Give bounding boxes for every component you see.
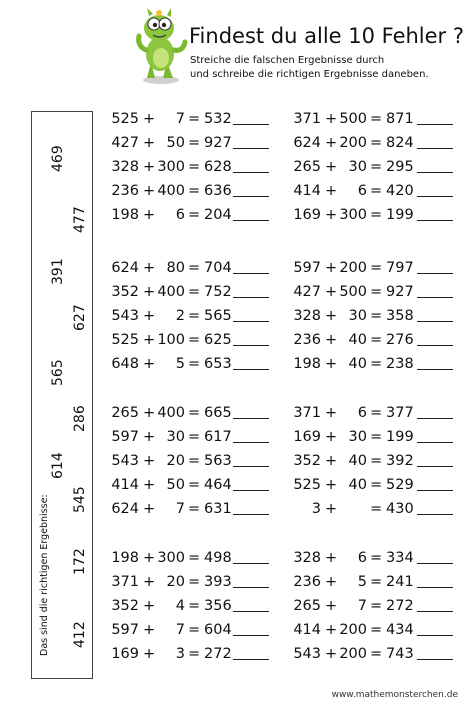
given-result: 752 (204, 284, 232, 300)
equals-sign: = (370, 308, 383, 324)
first-addend: 624 (111, 260, 139, 276)
plus-sign: + (325, 183, 338, 199)
answer-blank[interactable] (417, 297, 453, 298)
equals-sign: = (188, 501, 201, 517)
answer-blank[interactable] (233, 172, 269, 173)
equals-sign: = (188, 453, 201, 469)
second-addend: 30 (348, 159, 367, 175)
equals-sign: = (370, 598, 383, 614)
answer-value: 286 (72, 405, 88, 432)
first-addend: 328 (111, 159, 139, 175)
equals-sign: = (188, 356, 201, 372)
given-result: 529 (386, 477, 414, 493)
first-addend: 414 (293, 622, 321, 638)
equals-sign: = (188, 183, 201, 199)
plus-sign: + (143, 183, 156, 199)
equals-sign: = (370, 183, 383, 199)
given-result: 628 (204, 159, 232, 175)
answer-blank[interactable] (233, 587, 269, 588)
given-result: 334 (386, 550, 414, 566)
given-result: 604 (204, 622, 232, 638)
answer-blank[interactable] (233, 297, 269, 298)
plus-sign: + (325, 405, 338, 421)
answer-blank[interactable] (233, 321, 269, 322)
answer-blank[interactable] (233, 369, 269, 370)
first-addend: 236 (111, 183, 139, 199)
first-addend: 198 (111, 207, 139, 223)
second-addend: 7 (357, 598, 367, 614)
second-addend: 40 (348, 477, 367, 493)
first-addend: 543 (111, 453, 139, 469)
first-addend: 352 (293, 453, 321, 469)
first-addend: 352 (111, 598, 139, 614)
plus-sign: + (325, 332, 338, 348)
plus-sign: + (325, 453, 338, 469)
plus-sign: + (143, 308, 156, 324)
answer-value: 545 (72, 486, 88, 513)
second-addend: 30 (348, 429, 367, 445)
second-addend: 50 (166, 135, 185, 151)
plus-sign: + (143, 501, 156, 517)
given-result: 204 (204, 207, 232, 223)
answer-value: 477 (72, 206, 88, 233)
second-addend: 300 (339, 207, 367, 223)
given-result: 272 (386, 598, 414, 614)
second-addend: 200 (339, 646, 367, 662)
equals-sign: = (370, 159, 383, 175)
given-result: 797 (386, 260, 414, 276)
given-result: 871 (386, 111, 414, 127)
first-addend: 236 (293, 332, 321, 348)
first-addend: 371 (293, 111, 321, 127)
second-addend: 6 (357, 550, 367, 566)
answer-value: 627 (72, 304, 88, 331)
equals-sign: = (370, 646, 383, 662)
first-addend: 597 (293, 260, 321, 276)
answer-blank[interactable] (233, 635, 269, 636)
answer-blank[interactable] (417, 466, 453, 467)
given-result: 498 (204, 550, 232, 566)
given-result: 743 (386, 646, 414, 662)
answer-blank[interactable] (417, 514, 453, 515)
answer-blank[interactable] (233, 418, 269, 419)
first-addend: 371 (293, 405, 321, 421)
plus-sign: + (143, 260, 156, 276)
second-addend: 50 (166, 477, 185, 493)
first-addend: 198 (293, 356, 321, 372)
equals-sign: = (370, 453, 383, 469)
equals-sign: = (370, 111, 383, 127)
given-result: 532 (204, 111, 232, 127)
plus-sign: + (143, 429, 156, 445)
plus-sign: + (325, 111, 338, 127)
given-result: 199 (386, 207, 414, 223)
equals-sign: = (188, 550, 201, 566)
equals-sign: = (370, 429, 383, 445)
first-addend: 597 (111, 429, 139, 445)
equals-sign: = (370, 574, 383, 590)
given-result: 377 (386, 405, 414, 421)
first-addend: 169 (293, 429, 321, 445)
second-addend: 20 (166, 453, 185, 469)
answer-blank[interactable] (417, 321, 453, 322)
plus-sign: + (325, 622, 338, 638)
second-addend: 6 (357, 183, 367, 199)
plus-sign: + (325, 159, 338, 175)
given-result: 927 (204, 135, 232, 151)
plus-sign: + (325, 501, 338, 517)
given-result: 653 (204, 356, 232, 372)
answer-box-caption: Das sind die richtigen Ergebnisse: (39, 494, 50, 656)
plus-sign: + (143, 574, 156, 590)
answer-value: 412 (72, 621, 88, 648)
given-result: 295 (386, 159, 414, 175)
equals-sign: = (188, 477, 201, 493)
second-addend: 5 (175, 356, 185, 372)
first-addend: 265 (293, 598, 321, 614)
answer-blank[interactable] (417, 635, 453, 636)
answer-blank[interactable] (417, 611, 453, 612)
equals-sign: = (370, 405, 383, 421)
first-addend: 525 (293, 477, 321, 493)
first-addend: 414 (111, 477, 139, 493)
first-addend: 543 (293, 646, 321, 662)
second-addend: 300 (157, 159, 185, 175)
answer-value: 469 (50, 145, 66, 172)
equals-sign: = (370, 332, 383, 348)
given-result: 665 (204, 405, 232, 421)
given-result: 272 (204, 646, 232, 662)
plus-sign: + (325, 260, 338, 276)
equals-sign: = (188, 308, 201, 324)
answer-blank[interactable] (417, 196, 453, 197)
given-result: 199 (386, 429, 414, 445)
answer-blank[interactable] (233, 220, 269, 221)
answer-blank[interactable] (417, 442, 453, 443)
equals-sign: = (370, 260, 383, 276)
plus-sign: + (325, 550, 338, 566)
first-addend: 427 (111, 135, 139, 151)
equals-sign: = (370, 550, 383, 566)
equals-sign: = (188, 574, 201, 590)
given-result: 356 (204, 598, 232, 614)
equals-sign: = (188, 111, 201, 127)
second-addend: 80 (166, 260, 185, 276)
answer-value: 614 (50, 452, 66, 479)
answer-blank[interactable] (233, 196, 269, 197)
instruction-line-2: und schreibe die richtigen Ergebnisse daneben. (190, 69, 429, 80)
first-addend: 648 (111, 356, 139, 372)
answer-blank[interactable] (233, 466, 269, 467)
second-addend: 2 (175, 308, 185, 324)
second-addend: 300 (157, 550, 185, 566)
first-addend: 169 (293, 207, 321, 223)
first-addend: 328 (293, 308, 321, 324)
plus-sign: + (143, 598, 156, 614)
second-addend: 400 (157, 284, 185, 300)
second-addend: 200 (339, 135, 367, 151)
plus-sign: + (325, 477, 338, 493)
second-addend: 7 (175, 622, 185, 638)
first-addend: 169 (111, 646, 139, 662)
plus-sign: + (143, 550, 156, 566)
equals-sign: = (370, 356, 383, 372)
equals-sign: = (188, 332, 201, 348)
equals-sign: = (188, 622, 201, 638)
answer-blank[interactable] (417, 148, 453, 149)
answer-blank[interactable] (417, 563, 453, 564)
equals-sign: = (370, 622, 383, 638)
first-addend: 597 (111, 622, 139, 638)
answer-blank[interactable] (233, 124, 269, 125)
second-addend: 400 (157, 183, 185, 199)
answer-blank[interactable] (233, 563, 269, 564)
given-result: 636 (204, 183, 232, 199)
instruction-line-1: Streiche die falschen Ergebnisse durch (190, 55, 385, 66)
answer-blank[interactable] (417, 659, 453, 660)
second-addend: 7 (175, 111, 185, 127)
given-result: 565 (204, 308, 232, 324)
given-result: 358 (386, 308, 414, 324)
first-addend: 352 (111, 284, 139, 300)
plus-sign: + (143, 622, 156, 638)
plus-sign: + (325, 207, 338, 223)
given-result: 631 (204, 501, 232, 517)
second-addend: 30 (348, 308, 367, 324)
plus-sign: + (325, 356, 338, 372)
plus-sign: + (143, 135, 156, 151)
first-addend: 624 (111, 501, 139, 517)
second-addend: 100 (157, 332, 185, 348)
answer-value: 172 (72, 548, 88, 575)
second-addend: 200 (339, 260, 367, 276)
first-addend: 3 (311, 501, 321, 517)
answer-blank[interactable] (417, 587, 453, 588)
second-addend: 400 (157, 405, 185, 421)
footer-url: www.mathemonsterchen.de (331, 690, 458, 700)
given-result: 464 (204, 477, 232, 493)
plus-sign: + (143, 646, 156, 662)
given-result: 704 (204, 260, 232, 276)
first-addend: 525 (111, 332, 139, 348)
equals-sign: = (370, 477, 383, 493)
second-addend: 40 (348, 356, 367, 372)
equals-sign: = (370, 207, 383, 223)
given-result: 238 (386, 356, 414, 372)
plus-sign: + (143, 405, 156, 421)
first-addend: 414 (293, 183, 321, 199)
given-result: 824 (386, 135, 414, 151)
answer-blank[interactable] (417, 273, 453, 274)
second-addend: 3 (175, 646, 185, 662)
plus-sign: + (143, 284, 156, 300)
given-result: 625 (204, 332, 232, 348)
answer-blank[interactable] (417, 220, 453, 221)
second-addend: 40 (348, 453, 367, 469)
answer-blank[interactable] (417, 490, 453, 491)
plus-sign: + (325, 574, 338, 590)
first-addend: 624 (293, 135, 321, 151)
plus-sign: + (325, 308, 338, 324)
equals-sign: = (188, 260, 201, 276)
second-addend: 500 (339, 111, 367, 127)
answer-blank[interactable] (233, 611, 269, 612)
plus-sign: + (143, 207, 156, 223)
given-result: 420 (386, 183, 414, 199)
given-result: 392 (386, 453, 414, 469)
second-addend: 200 (339, 622, 367, 638)
answer-blank[interactable] (417, 369, 453, 370)
equals-sign: = (188, 207, 201, 223)
second-addend: 500 (339, 284, 367, 300)
first-addend: 265 (111, 405, 139, 421)
answer-blank[interactable] (233, 148, 269, 149)
given-result: 276 (386, 332, 414, 348)
first-addend: 198 (111, 550, 139, 566)
first-addend: 328 (293, 550, 321, 566)
plus-sign: + (143, 453, 156, 469)
answer-blank[interactable] (233, 273, 269, 274)
plus-sign: + (325, 284, 338, 300)
answer-value: 565 (50, 359, 66, 386)
page-title: Findest du alle 10 Fehler ? (189, 24, 465, 48)
plus-sign: + (143, 477, 156, 493)
equals-sign: = (370, 501, 383, 517)
first-addend: 371 (111, 574, 139, 590)
equals-sign: = (188, 135, 201, 151)
equals-sign: = (188, 646, 201, 662)
plus-sign: + (143, 356, 156, 372)
given-result: 434 (386, 622, 414, 638)
given-result: 563 (204, 453, 232, 469)
plus-sign: + (325, 429, 338, 445)
equals-sign: = (188, 159, 201, 175)
first-addend: 427 (293, 284, 321, 300)
first-addend: 236 (293, 574, 321, 590)
given-result: 927 (386, 284, 414, 300)
equals-sign: = (370, 135, 383, 151)
answer-value: 391 (50, 258, 66, 285)
equals-sign: = (188, 598, 201, 614)
answer-blank[interactable] (417, 345, 453, 346)
answer-blank[interactable] (233, 659, 269, 660)
answer-blank[interactable] (233, 514, 269, 515)
instructions (190, 54, 429, 82)
answer-blank[interactable] (233, 442, 269, 443)
answer-blank[interactable] (233, 345, 269, 346)
given-result: 430 (386, 501, 414, 517)
second-addend: 4 (175, 598, 185, 614)
equals-sign: = (188, 429, 201, 445)
green-monster-mascot-icon (133, 6, 189, 86)
second-addend: 5 (357, 574, 367, 590)
plus-sign: + (143, 159, 156, 175)
answer-blank[interactable] (417, 418, 453, 419)
second-addend: 7 (175, 501, 185, 517)
equals-sign: = (370, 284, 383, 300)
first-addend: 265 (293, 159, 321, 175)
answer-blank[interactable] (417, 124, 453, 125)
second-addend: 30 (166, 429, 185, 445)
equals-sign: = (188, 284, 201, 300)
second-addend: 20 (166, 574, 185, 590)
first-addend: 543 (111, 308, 139, 324)
plus-sign: + (325, 646, 338, 662)
answer-blank[interactable] (233, 490, 269, 491)
plus-sign: + (325, 135, 338, 151)
given-result: 241 (386, 574, 414, 590)
plus-sign: + (325, 598, 338, 614)
equals-sign: = (188, 405, 201, 421)
given-result: 617 (204, 429, 232, 445)
given-result: 393 (204, 574, 232, 590)
second-addend: 40 (348, 332, 367, 348)
first-addend: 525 (111, 111, 139, 127)
plus-sign: + (143, 332, 156, 348)
answer-blank[interactable] (417, 172, 453, 173)
second-addend: 6 (357, 405, 367, 421)
second-addend: 6 (175, 207, 185, 223)
plus-sign: + (143, 111, 156, 127)
